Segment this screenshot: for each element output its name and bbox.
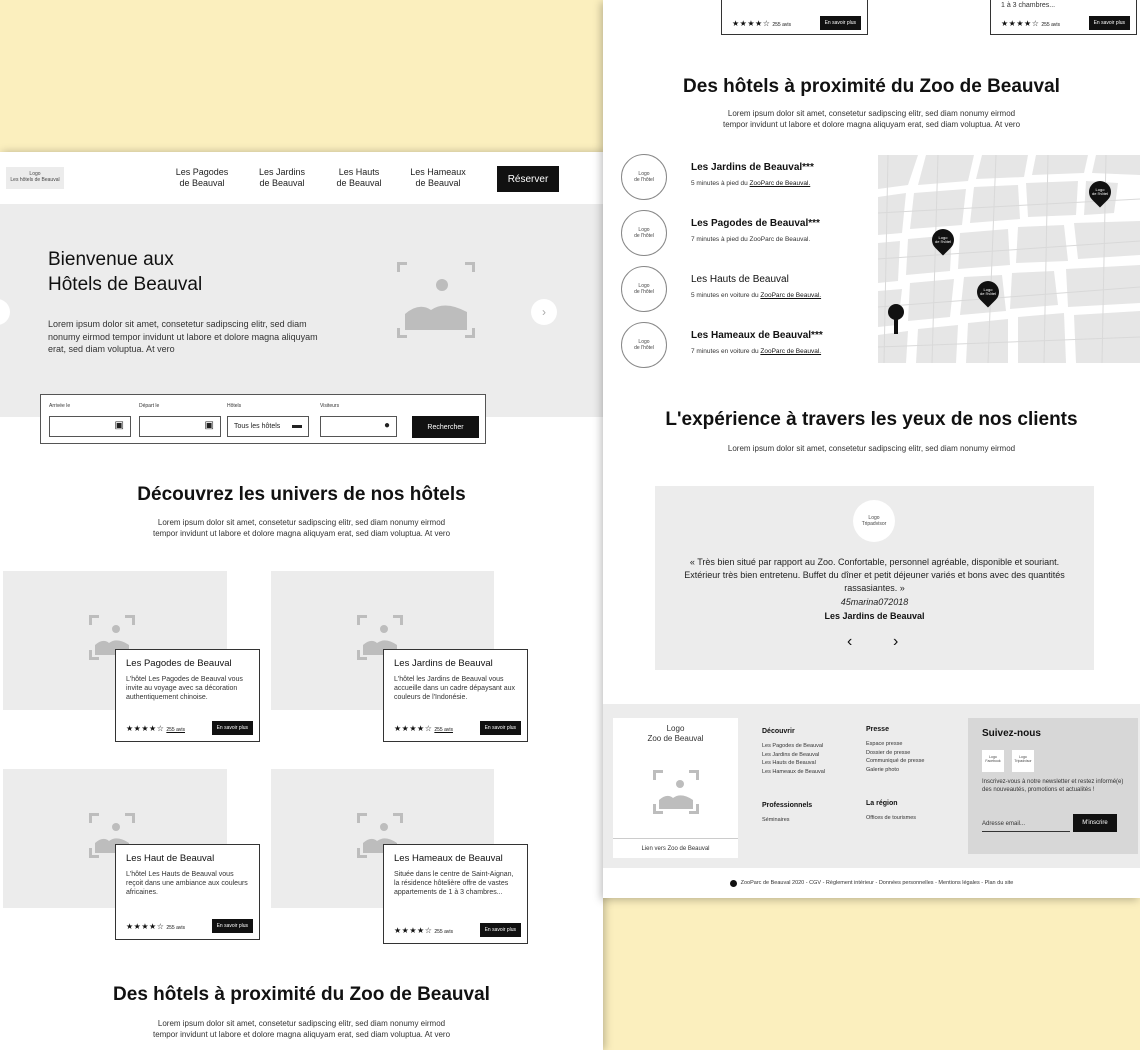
facebook-logo[interactable]: Logo Facebook [982,750,1004,772]
follow-title: Suivez-nous [982,728,1041,739]
zoo-location-marker-stem [894,318,898,334]
rating-stars-value: ★★★★☆ [126,723,165,733]
review-next-button[interactable] [893,633,898,651]
learn-more-button[interactable]: En savoir plus [1089,16,1130,30]
hotel-distance-text: 5 minutes en voiture du [691,292,761,299]
learn-more-button[interactable]: En savoir plus [820,16,861,30]
footer-discover-links[interactable]: Les Pagodes de Beauval Les Jardins de Beauval Les Hauts de Beauval Les Hameaux de Beauval [762,743,825,775]
homepage-wireframe-continued [603,0,1140,898]
hero-text: Lorem ipsum dolor sit amet, consetetur sadipscing elitr, sed diam nonumy eirmod tempor invidunt ut labore et dolore magna aliquyam erat, sed diam voluptua. At vero [48,319,318,355]
hotel-card-title: Les Pagodes de Beauval [126,658,232,669]
hero-next-button[interactable] [531,299,557,325]
copyright-icon [730,880,737,887]
review-author: 45marina072018 [840,597,909,607]
hotel-card-desc: L'hôtel les Jardins de Beauval vous accueille dans un cadre dépaysant aux couleurs de l'Indonésie. [394,676,516,702]
departure-label: Départ le [139,403,160,409]
location-map[interactable] [878,155,1140,363]
map-pin-label: Logo de l'hôtel [935,234,951,244]
homepage-wireframe [0,152,603,1050]
hotel-select-value: Tous les hôtels [234,423,281,430]
hotel-distance [691,236,810,243]
hero-prev-button[interactable] [0,299,10,325]
subscribe-button[interactable]: M'inscrire [1073,814,1117,832]
hotel-distance-text: 5 minutes à pied du [691,180,750,187]
zoo-link[interactable]: ZooParc de Beauval. [760,292,822,299]
rating-stars-value: ★★★★☆ [732,18,771,28]
nearby-text: Lorem ipsum dolor sit amet, consetetur sadipscing elitr, sed diam nonumy eirmod tempor invidunt ut labore et dolore magna aliquyam erat, sed diam voluptua. At vero [152,1019,451,1040]
footer-discover-title: Découvrir [762,728,795,735]
review-count[interactable]: 255 avis [772,21,791,28]
hotel-distance-text: 7 minutes en voiture du [691,348,761,355]
newsletter-text: Inscrivez-vous à notre newsletter et restez informé(e) des nouveautés, promotions et actualités ! [982,779,1124,794]
chevron-right-icon: › [542,305,546,319]
zoo-logo[interactable]: Logo Zoo de Beauval [647,724,704,744]
map-pin-icon[interactable] [927,224,958,255]
bed-icon: ▬ [292,420,302,431]
map-pin-icon[interactable] [1084,176,1115,207]
rating-stars [394,926,453,935]
copyright-bar [603,868,1140,898]
image-placeholder-icon [397,262,475,338]
nearby-title: Des hôtels à proximité du Zoo de Beauval [683,76,1060,97]
hotel-card-title: Les Haut de Beauval [126,853,215,864]
footer [603,704,1140,868]
nearby-text: Lorem ipsum dolor sit amet, consetetur sadipscing elitr, sed diam nonumy eirmod tempor invidunt ut labore et dolore magna aliquyam erat, sed diam voluptua. At vero [722,109,1021,130]
hotel-distance [691,180,810,187]
hotel-card [383,844,528,944]
calendar-icon: ▣ [204,420,214,431]
hotel-name: Les Pagodes de Beauval*** [691,218,820,229]
footer-logo-block [613,718,738,858]
nearby-hotel-item[interactable] [621,266,871,314]
hotel-name: Les Hameaux de Beauval*** [691,330,823,341]
hotel-card [990,0,1137,35]
arrival-label: Arrivée le [49,403,71,409]
hotel-label: Hôtels [227,403,242,409]
departure-date-field[interactable] [139,416,221,437]
experience-text: Lorem ipsum dolor sit amet, consetetur sadipscing elitr, sed diam nonumy eirmod [727,444,1016,453]
rating-stars-value: ★★★★☆ [394,723,433,733]
tripadvisor-social-logo[interactable]: Logo Tripadvisor [1012,750,1034,772]
universe-text: Lorem ipsum dolor sit amet, consetetur sadipscing elitr, sed diam nonumy eirmod tempor invidunt ut labore et dolore magna aliquyam erat, sed diam voluptua. At vero [152,518,451,539]
hotel-card [721,0,868,35]
tripadvisor-logo: Logo Tripadvisor [853,500,895,542]
map-pin-label: Logo de l'hôtel [1092,186,1108,196]
review-count[interactable]: 255 avis [166,924,185,931]
rating-stars-value: ★★★★☆ [1001,18,1040,28]
booking-search-bar [40,394,486,444]
rating-stars [732,19,791,28]
calendar-icon: ▣ [114,420,124,431]
hotel-logo: Logo de l'hôtel [621,210,667,256]
experience-title: L'expérience à travers les yeux de nos clients [665,409,1078,430]
hotel-logo: Logo de l'hôtel [621,154,667,200]
hotel-card [115,844,260,940]
hotel-name: Les Hauts de Beauval [691,274,789,285]
hotel-card [115,649,260,742]
nav-link-hauts[interactable]: Les Hauts de Beauval [336,167,382,189]
nav-link-hameaux[interactable]: Les Hameaux de Beauval [410,167,466,189]
hotel-card-desc: 1 à 3 chambres... [1001,2,1056,9]
nav-link-pagodes[interactable]: Les Pagodes de Beauval [175,167,229,189]
hero-title: Bienvenue aux Hôtels de Beauval [48,249,203,295]
review-hotel: Les Jardins de Beauval [824,611,925,621]
footer-pro-links[interactable]: Séminaires [762,817,790,823]
hotel-card [383,649,528,742]
arrival-date-field[interactable] [49,416,131,437]
image-placeholder-icon [653,770,699,814]
learn-more-button[interactable]: En savoir plus [212,721,253,735]
hotel-select[interactable] [227,416,309,437]
hotel-distance [691,292,821,299]
hotel-name: Les Jardins de Beauval*** [691,162,814,173]
nav-link-jardins[interactable]: Les Jardins de Beauval [258,167,306,189]
rating-stars [1001,19,1060,28]
zoo-link[interactable]: ZooParc de Beauval. [760,348,822,355]
review-quote: « Très bien situé par rapport au Zoo. Confortable, personnel agréable, disponible et souriant. Extérieur très bien entretenu. Buffet du dîner et petit déjeuner variés et bons avec des quantités rassasiantes. » [684,557,1065,594]
rating-stars [126,724,185,733]
review-count[interactable]: 255 avis [166,726,185,733]
visitors-field[interactable] [320,416,397,437]
hotel-card-desc: L'hôtel Les Pagodes de Beauval vous invite au voyage avec sa décoration authentiquement chinoise. [126,676,243,702]
footer-press-title: Presse [866,726,889,733]
hotel-logo: Logo de l'hôtel [621,266,667,312]
hotel-distance [691,348,821,355]
hotel-distance-text: 7 minutes à pied du ZooParc de Beauval. [691,236,811,243]
review-count[interactable]: 255 avis [434,928,453,935]
learn-more-button[interactable]: En savoir plus [480,923,521,937]
site-logo[interactable]: Logo Les hôtels de Beauval [6,167,64,189]
email-placeholder: Adresse email... [982,821,1026,827]
rating-stars [126,922,185,931]
hotel-card-desc: L'hôtel Les Hauts de Beauval vous reçoit dans une ambiance aux couleurs africaines. [126,871,248,897]
map-pin-icon[interactable] [972,276,1003,307]
person-icon: ● [383,420,390,431]
map-pin-label: Logo de l'hôtel [980,286,996,296]
footer-press-links[interactable]: Espace presse Dossier de presse Communiqué de presse Galerie photo [866,741,925,773]
hotel-card-title: Les Hameaux de Beauval [394,853,503,864]
nearby-hotel-item[interactable] [621,322,871,370]
learn-more-button[interactable]: En savoir plus [212,919,253,933]
search-button[interactable]: Rechercher [412,416,479,438]
reserve-button[interactable]: Réserver [497,166,559,192]
nearby-hotel-item[interactable] [621,210,871,258]
rating-stars [394,724,453,733]
nearby-hotel-item[interactable] [621,154,871,202]
review-prev-button[interactable] [847,633,852,651]
review-count[interactable]: 255 avis [1041,21,1060,28]
follow-us-block [968,718,1138,854]
review-carousel [655,486,1094,670]
footer-pro-title: Professionnels [762,802,813,809]
hotel-card-desc: Située dans le centre de Saint-Aignan, la résidence hôtelière offre de vastes appartements de 1 à 3 chambres... [394,871,514,897]
nearby-title: Des hôtels à proximité du Zoo de Beauval [113,984,490,1005]
chevron-left-icon: ‹ [847,633,853,650]
universe-title: Découvrez les univers de nos hôtels [137,484,466,505]
email-field[interactable] [982,816,1070,832]
learn-more-button[interactable]: En savoir plus [480,721,521,735]
rating-stars-value: ★★★★☆ [394,925,433,935]
hero-banner [0,204,603,417]
review-count[interactable]: 255 avis [434,726,453,733]
zoo-website-link[interactable]: Lien vers Zoo de Beauval [613,838,738,858]
zoo-link[interactable]: ZooParc de Beauval. [749,180,811,187]
copyright-text[interactable]: ZooParc de Beauval 2020 - CGV - Règlement intérieur - Données personnelles - Mentions légales - Plan du site [740,880,1014,886]
chevron-right-icon: › [893,633,899,650]
visitors-label: Visiteurs [320,403,340,409]
rating-stars-value: ★★★★☆ [126,921,165,931]
footer-region-title: La région [866,800,898,807]
hotel-card-title: Les Jardins de Beauval [394,658,493,669]
footer-region-links[interactable]: Offices de tourismes [866,815,917,821]
top-navigation [0,152,603,204]
hotel-logo: Logo de l'hôtel [621,322,667,368]
